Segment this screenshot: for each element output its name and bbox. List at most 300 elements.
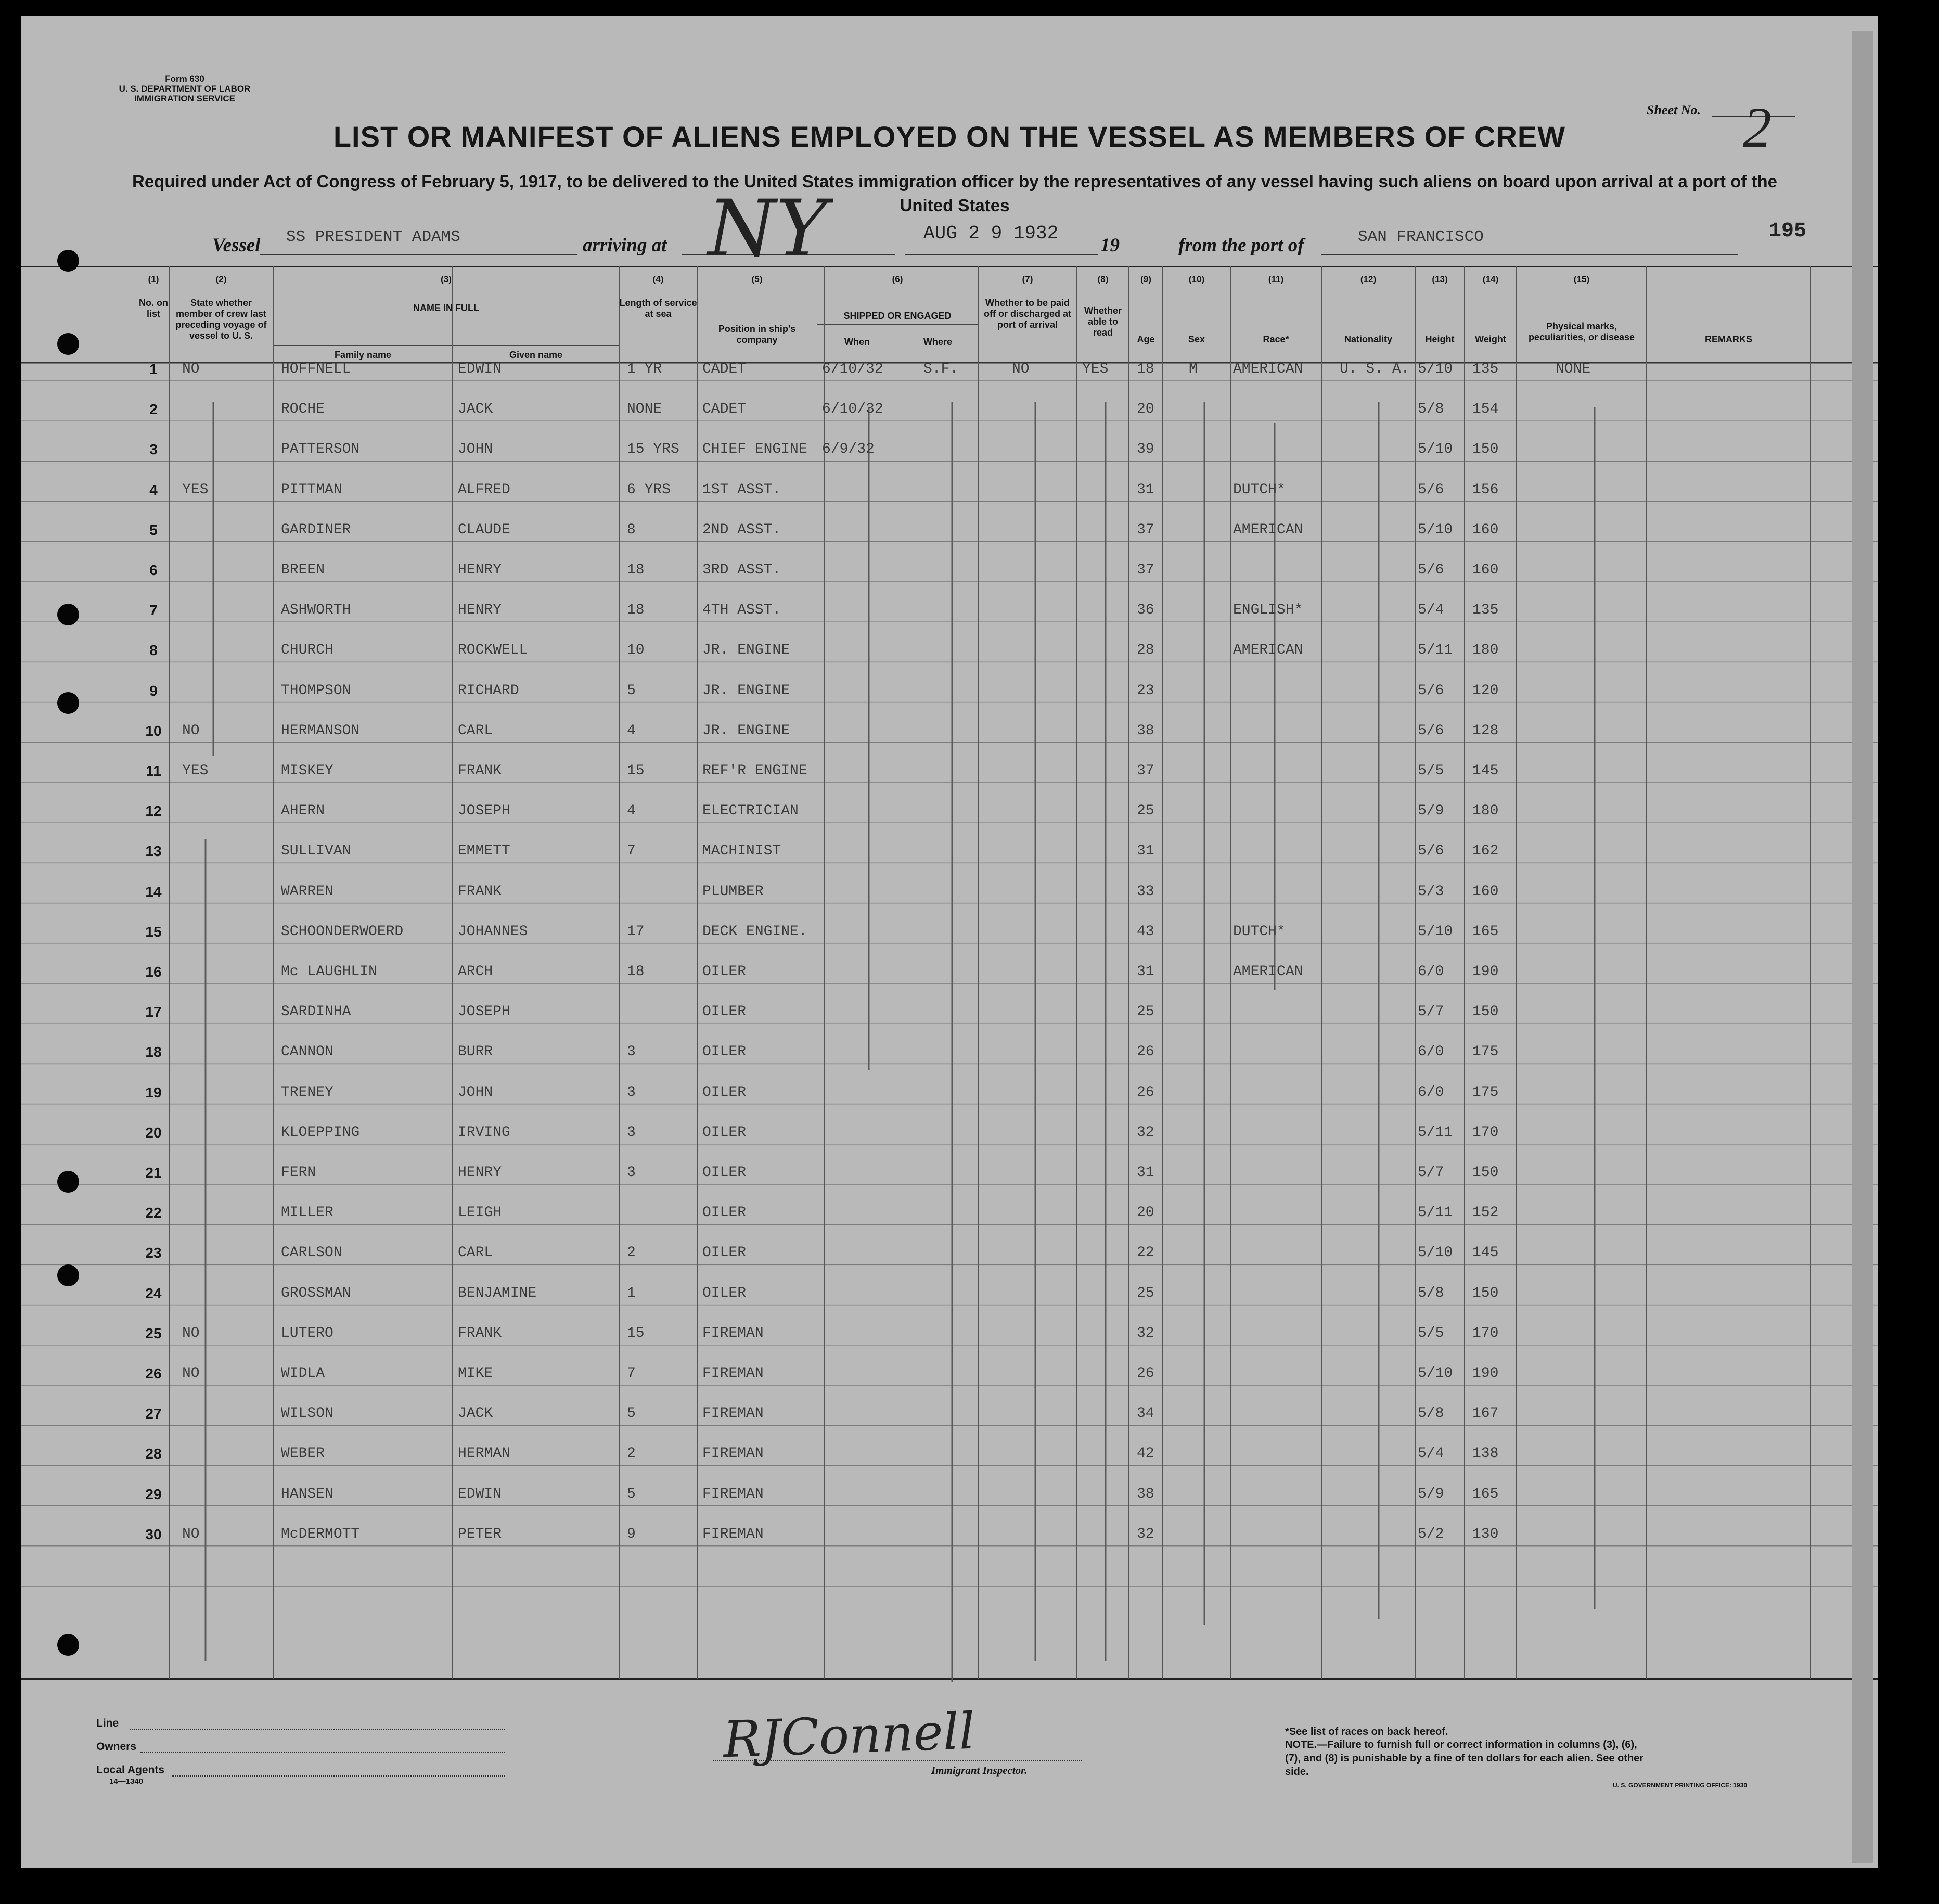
header-remarks: REMARKS <box>1704 334 1752 344</box>
age-cell: 25 <box>1137 803 1154 820</box>
owners-label: Owners <box>96 1741 137 1753</box>
height-cell: 5/10 <box>1418 361 1453 377</box>
weight-cell: 170 <box>1472 1124 1499 1141</box>
age-cell: 38 <box>1137 722 1154 739</box>
row-number: 15 <box>145 923 162 940</box>
age-cell: 31 <box>1137 964 1154 980</box>
service-length-cell: NONE <box>627 401 662 418</box>
given-name-cell: EDWIN <box>458 361 502 377</box>
service-length-cell: 5 <box>627 682 636 699</box>
height-cell: 5/10 <box>1418 923 1453 940</box>
paid-off-cell: NO <box>1012 361 1030 377</box>
header-family-name: Family name <box>334 350 392 360</box>
column-number: (6) <box>892 274 903 284</box>
weight-cell: 180 <box>1472 803 1499 820</box>
position-cell: DECK ENGINE. <box>702 923 807 940</box>
position-cell: FIREMAN <box>702 1446 764 1462</box>
weight-cell: 150 <box>1472 441 1499 458</box>
previous-voyage-cell: NO <box>182 361 200 377</box>
position-cell: JR. ENGINE <box>702 722 790 739</box>
family-name-cell: SULLIVAN <box>281 843 351 860</box>
given-name-cell: CARL <box>458 722 493 739</box>
family-name-cell: SARDINHA <box>281 1004 351 1020</box>
weight-cell: 180 <box>1472 642 1499 659</box>
age-cell: 28 <box>1137 642 1154 659</box>
weight-cell: 128 <box>1472 722 1499 739</box>
given-name-cell: ROCKWELL <box>458 642 528 659</box>
position-cell: FIREMAN <box>702 1365 764 1382</box>
age-cell: 32 <box>1137 1124 1154 1141</box>
position-cell: CHIEF ENGINE <box>702 441 807 458</box>
weight-cell: 150 <box>1472 1165 1499 1181</box>
manifest-subtitle: Required under Act of Congress of February 5, 1917, to be delivered to the United States immigration officer by the representatives of any vessel having such aliens on board upon arrival at a port of the United States <box>132 172 1777 215</box>
age-cell: 26 <box>1137 1044 1154 1060</box>
height-cell: 6/0 <box>1418 1084 1444 1101</box>
family-name-cell: THOMPSON <box>281 682 351 699</box>
age-cell: 20 <box>1137 401 1154 418</box>
position-cell: FIREMAN <box>702 1405 764 1422</box>
race-cell: AMERICAN <box>1233 642 1303 659</box>
manifest-page <box>21 16 1878 1868</box>
row-number: 3 <box>149 441 158 458</box>
position-cell: 3RD ASST. <box>702 562 781 578</box>
position-cell: CADET <box>702 401 747 418</box>
position-cell: JR. ENGINE <box>702 682 790 699</box>
header-able-to-read: Whether able to read <box>1084 305 1122 338</box>
crew-table <box>21 266 1878 1682</box>
height-cell: 5/11 <box>1418 1205 1453 1221</box>
weight-cell: 190 <box>1472 964 1499 980</box>
family-name-cell: GARDINER <box>281 521 351 538</box>
service-length-cell: 15 <box>627 1325 645 1341</box>
department-name: U. S. DEPARTMENT OF LABOR <box>119 84 251 94</box>
weight-cell: 162 <box>1472 843 1499 860</box>
header-race: Race* <box>1263 334 1289 344</box>
form-number: Form 630 <box>165 74 204 84</box>
weight-cell: 145 <box>1472 1245 1499 1261</box>
weight-cell: 160 <box>1472 562 1499 578</box>
row-number: 27 <box>145 1405 162 1422</box>
position-cell: MACHINIST <box>702 843 781 860</box>
row-number: 30 <box>145 1526 162 1542</box>
weight-cell: 138 <box>1472 1446 1499 1462</box>
service-length-cell: 15 YRS <box>627 441 679 458</box>
given-name-cell: JACK <box>458 1405 493 1422</box>
age-cell: 26 <box>1137 1365 1154 1382</box>
position-cell: OILER <box>702 1285 747 1301</box>
age-cell: 31 <box>1137 1165 1154 1181</box>
service-length-cell: 17 <box>627 923 645 940</box>
vessel-name: SS PRESIDENT ADAMS <box>286 228 460 246</box>
row-number: 16 <box>145 964 162 980</box>
given-name-cell: BURR <box>458 1044 493 1060</box>
age-cell: 43 <box>1137 923 1154 940</box>
shipped-when-cell: 6/10/32 <box>822 361 883 377</box>
row-number: 19 <box>145 1084 162 1101</box>
form-meta <box>109 74 260 104</box>
row-number: 13 <box>145 843 162 860</box>
given-name-cell: ARCH <box>458 964 493 980</box>
row-number: 29 <box>145 1486 162 1502</box>
age-cell: 23 <box>1137 682 1154 699</box>
given-name-cell: FRANK <box>458 883 502 900</box>
service-name: IMMIGRATION SERVICE <box>134 94 235 104</box>
weight-cell: 160 <box>1472 883 1499 900</box>
given-name-cell: FRANK <box>458 763 502 779</box>
shipped-when-cell: 6/9/32 <box>822 441 875 458</box>
height-cell: 5/8 <box>1418 1405 1444 1422</box>
row-number: 20 <box>145 1124 162 1141</box>
row-number: 26 <box>145 1365 162 1382</box>
given-name-cell: JOSEPH <box>458 803 510 820</box>
family-name-cell: WEBER <box>281 1446 325 1462</box>
date-stamp: AUG 2 9 1932 <box>923 223 1059 244</box>
family-name-cell: HANSEN <box>281 1486 333 1502</box>
header-age: Age <box>1137 334 1155 344</box>
race-cell: AMERICAN <box>1233 361 1303 377</box>
position-cell: CADET <box>702 361 747 377</box>
weight-cell: 135 <box>1472 602 1499 619</box>
position-cell: FIREMAN <box>702 1325 764 1341</box>
given-name-cell: JOHN <box>458 441 493 458</box>
family-name-cell: GROSSMAN <box>281 1285 351 1301</box>
given-name-cell: CLAUDE <box>458 521 510 538</box>
given-name-cell: ALFRED <box>458 481 510 498</box>
given-name-cell: MIKE <box>458 1365 493 1382</box>
race-cell: DUTCH* <box>1233 923 1286 940</box>
column-number: (13) <box>1432 274 1448 284</box>
height-cell: 5/11 <box>1418 1124 1453 1141</box>
binder-hole <box>57 604 79 625</box>
row-number: 24 <box>145 1285 162 1301</box>
column-number: (4) <box>652 274 664 284</box>
previous-voyage-cell: NO <box>182 1365 200 1382</box>
previous-voyage-cell: NO <box>182 1325 200 1341</box>
vessel-label: Vessel <box>212 235 261 256</box>
row-number: 14 <box>145 883 162 900</box>
column-number: (3) <box>441 274 452 284</box>
given-name-cell: JOHANNES <box>458 923 528 940</box>
age-cell: 34 <box>1137 1405 1154 1422</box>
service-length-cell: 3 <box>627 1165 636 1181</box>
column-number: (5) <box>751 274 763 284</box>
given-name-cell: HERMAN <box>458 1446 510 1462</box>
family-name-cell: CHURCH <box>281 642 333 659</box>
row-number: 7 <box>149 602 158 619</box>
printer-imprint: U. S. GOVERNMENT PRINTING OFFICE: 1930 <box>1613 1782 1748 1789</box>
position-cell: JR. ENGINE <box>702 642 790 659</box>
service-length-cell: 8 <box>627 521 636 538</box>
inspector-underline <box>713 1760 1082 1761</box>
sheet-number: 2 <box>1743 96 1771 159</box>
family-name-cell: PITTMAN <box>281 481 342 498</box>
binder-hole <box>57 1634 79 1656</box>
age-cell: 20 <box>1137 1205 1154 1221</box>
family-name-cell: CANNON <box>281 1044 333 1060</box>
service-length-cell: 3 <box>627 1124 636 1141</box>
arriving-label: arriving at <box>583 235 667 256</box>
penalty-note: NOTE.—Failure to furnish full or correct information in columns (3), (6), (7), and (8) is punishable by a fine of ten dollars for each alien. See other side. <box>1285 1739 1644 1778</box>
physical-marks-cell: NONE <box>1556 361 1591 377</box>
header-height: Height <box>1425 334 1455 344</box>
race-cell: DUTCH* <box>1233 481 1286 498</box>
previous-voyage-cell: YES <box>182 481 209 498</box>
height-cell: 5/6 <box>1418 562 1444 578</box>
binder-hole <box>57 250 79 272</box>
service-length-cell: 9 <box>627 1526 636 1542</box>
column-number: (2) <box>215 274 227 284</box>
service-length-cell: 4 <box>627 803 636 820</box>
shipped-where-cell: S.F. <box>923 361 959 377</box>
header-shipped-where: Where <box>923 337 952 347</box>
service-length-cell: 2 <box>627 1245 636 1261</box>
row-number: 11 <box>146 763 161 779</box>
owners-underline <box>140 1752 505 1753</box>
weight-cell: 170 <box>1472 1325 1499 1341</box>
vessel-underline <box>260 254 577 255</box>
previous-voyage-cell: YES <box>182 763 209 779</box>
height-cell: 5/10 <box>1418 441 1453 458</box>
header-shipped-when: When <box>844 337 870 347</box>
weight-cell: 152 <box>1472 1205 1499 1221</box>
sex-cell: M <box>1189 361 1198 377</box>
height-cell: 5/9 <box>1418 803 1444 820</box>
family-name-cell: MISKEY <box>281 763 333 779</box>
position-cell: FIREMAN <box>702 1486 764 1502</box>
height-cell: 5/10 <box>1418 1365 1453 1382</box>
position-cell: OILER <box>702 964 747 980</box>
header-given-name: Given name <box>509 350 563 360</box>
family-name-cell: ROCHE <box>281 401 325 418</box>
position-cell: OILER <box>702 1205 747 1221</box>
age-cell: 18 <box>1137 361 1154 377</box>
family-name-cell: HERMANSON <box>281 722 360 739</box>
header-length-of-service: Length of service at sea <box>619 298 697 319</box>
family-name-cell: WARREN <box>281 883 333 900</box>
given-name-cell: FRANK <box>458 1325 502 1341</box>
position-cell: OILER <box>702 1245 747 1261</box>
header-nationality: Nationality <box>1344 334 1392 344</box>
row-number: 18 <box>145 1044 162 1060</box>
weight-cell: 135 <box>1472 361 1499 377</box>
column-number: (11) <box>1268 274 1284 284</box>
row-number: 22 <box>145 1205 162 1221</box>
race-cell: ENGLISH* <box>1233 602 1303 619</box>
header-list-number: No. on list <box>139 298 168 319</box>
service-length-cell: 7 <box>627 843 636 860</box>
position-cell: FIREMAN <box>702 1526 764 1542</box>
height-cell: 5/8 <box>1418 1285 1444 1301</box>
weight-cell: 120 <box>1472 682 1499 699</box>
service-length-cell: 18 <box>627 964 645 980</box>
column-number: (12) <box>1360 274 1377 284</box>
service-length-cell: 15 <box>627 763 645 779</box>
family-name-cell: Mc LAUGHLIN <box>281 964 377 980</box>
position-cell: PLUMBER <box>702 883 764 900</box>
inspector-signature: RJConnell <box>722 1702 976 1769</box>
service-length-cell: 1 <box>627 1285 636 1301</box>
binder-hole <box>57 1171 79 1193</box>
weight-cell: 175 <box>1472 1084 1499 1101</box>
age-cell: 22 <box>1137 1245 1154 1261</box>
service-length-cell: 4 <box>627 722 636 739</box>
service-length-cell: 2 <box>627 1446 636 1462</box>
height-cell: 5/6 <box>1418 682 1444 699</box>
given-name-cell: JACK <box>458 401 493 418</box>
weight-cell: 165 <box>1472 1486 1499 1502</box>
given-name-cell: HENRY <box>458 1165 502 1181</box>
header-sex: Sex <box>1188 334 1205 344</box>
height-cell: 5/6 <box>1418 843 1444 860</box>
height-cell: 5/2 <box>1418 1526 1444 1542</box>
service-length-cell: 1 YR <box>627 361 662 377</box>
from-port-underline <box>1321 254 1738 255</box>
given-name-cell: LEIGH <box>458 1205 502 1221</box>
family-name-cell: BREEN <box>281 562 325 578</box>
age-cell: 31 <box>1137 481 1154 498</box>
previous-voyage-cell: NO <box>182 1526 200 1542</box>
age-cell: 31 <box>1137 843 1154 860</box>
age-cell: 26 <box>1137 1084 1154 1101</box>
column-number: (14) <box>1482 274 1499 284</box>
age-cell: 39 <box>1137 441 1154 458</box>
position-cell: OILER <box>702 1084 747 1101</box>
binder-hole <box>57 1264 79 1286</box>
family-name-cell: MILLER <box>281 1205 333 1221</box>
agents-underline <box>172 1775 505 1777</box>
races-note: *See list of races on back hereof. <box>1285 1726 1448 1737</box>
family-name-cell: McDERMOTT <box>281 1526 360 1542</box>
from-port-label: from the port of <box>1178 235 1304 256</box>
row-number: 10 <box>145 722 162 739</box>
header-name-in-full: NAME IN FULL <box>413 303 479 313</box>
age-cell: 38 <box>1137 1486 1154 1502</box>
sheet-label: Sheet No. <box>1647 103 1701 118</box>
able-to-read-cell: YES <box>1082 361 1109 377</box>
weight-cell: 156 <box>1472 481 1499 498</box>
column-number: (15) <box>1573 274 1590 284</box>
weight-cell: 167 <box>1472 1405 1499 1422</box>
family-name-cell: PATTERSON <box>281 441 360 458</box>
position-cell: 2ND ASST. <box>702 521 781 538</box>
height-cell: 5/9 <box>1418 1486 1444 1502</box>
nationality-cell: U. S. A. <box>1340 361 1410 377</box>
previous-voyage-cell: NO <box>182 722 200 739</box>
row-number: 25 <box>145 1325 162 1341</box>
height-cell: 5/8 <box>1418 401 1444 418</box>
height-cell: 5/7 <box>1418 1165 1444 1181</box>
from-port: SAN FRANCISCO <box>1358 228 1484 246</box>
height-cell: 6/0 <box>1418 1044 1444 1060</box>
age-cell: 33 <box>1137 883 1154 900</box>
family-name-cell: HOFFNELL <box>281 361 351 377</box>
given-name-cell: IRVING <box>458 1124 510 1141</box>
weight-cell: 190 <box>1472 1365 1499 1382</box>
family-name-cell: SCHOONDERWOERD <box>281 923 404 940</box>
age-cell: 25 <box>1137 1285 1154 1301</box>
height-cell: 5/4 <box>1418 602 1444 619</box>
position-cell: 4TH ASST. <box>702 602 781 619</box>
row-number: 28 <box>145 1446 162 1462</box>
row-number: 6 <box>149 562 158 578</box>
row-number: 17 <box>145 1004 162 1020</box>
given-name-cell: BENJAMINE <box>458 1285 537 1301</box>
service-length-cell: 10 <box>627 642 645 659</box>
given-name-cell: HENRY <box>458 562 502 578</box>
binder-hole <box>57 692 79 714</box>
height-cell: 5/5 <box>1418 763 1444 779</box>
age-cell: 37 <box>1137 763 1154 779</box>
line-label: Line <box>96 1717 119 1729</box>
position-cell: OILER <box>702 1124 747 1141</box>
height-cell: 5/10 <box>1418 1245 1453 1261</box>
page-number: 195 <box>1769 220 1807 243</box>
family-name-cell: WILSON <box>281 1405 333 1422</box>
column-number: (10) <box>1188 274 1205 284</box>
given-name-cell: HENRY <box>458 602 502 619</box>
family-name-cell: AHERN <box>281 803 325 820</box>
height-cell: 5/6 <box>1418 722 1444 739</box>
height-cell: 5/10 <box>1418 521 1453 538</box>
given-name-cell: EDWIN <box>458 1486 502 1502</box>
header-previous-voyage: State whether member of crew last preceding voyage of vessel to U. S. <box>175 298 267 341</box>
family-name-cell: KLOEPPING <box>281 1124 360 1141</box>
service-length-cell: 18 <box>627 562 645 578</box>
weight-cell: 145 <box>1472 763 1499 779</box>
column-number: (8) <box>1097 274 1109 284</box>
weight-cell: 150 <box>1472 1004 1499 1020</box>
weight-cell: 130 <box>1472 1526 1499 1542</box>
given-name-cell: JOSEPH <box>458 1004 510 1020</box>
service-length-cell: 18 <box>627 602 645 619</box>
row-number: 12 <box>145 803 162 820</box>
row-number: 8 <box>149 642 158 659</box>
header-weight: Weight <box>1475 334 1506 344</box>
age-cell: 32 <box>1137 1526 1154 1542</box>
height-cell: 6/0 <box>1418 964 1444 980</box>
header-physical-marks: Physical marks, peculiarities, or disease <box>1528 321 1635 342</box>
line-underline <box>130 1729 505 1730</box>
family-name-cell: WIDLA <box>281 1365 325 1382</box>
weight-cell: 150 <box>1472 1285 1499 1301</box>
age-cell: 37 <box>1137 521 1154 538</box>
local-agents-label: Local Agents <box>96 1764 165 1776</box>
given-name-cell: CARL <box>458 1245 493 1261</box>
race-cell: AMERICAN <box>1233 521 1303 538</box>
service-length-cell: 3 <box>627 1084 636 1101</box>
family-name-cell: FERN <box>281 1165 316 1181</box>
row-number: 1 <box>149 361 158 377</box>
row-number: 4 <box>149 481 158 498</box>
service-length-cell: 3 <box>627 1044 636 1060</box>
manifest-title: LIST OR MANIFEST OF ALIENS EMPLOYED ON THE VESSEL AS MEMBERS OF CREW <box>333 120 1566 153</box>
given-name-cell: EMMETT <box>458 843 510 860</box>
given-name-cell: PETER <box>458 1526 502 1542</box>
form-code: 14—1340 <box>109 1777 144 1786</box>
height-cell: 5/3 <box>1418 883 1444 900</box>
family-name-cell: CARLSON <box>281 1245 342 1261</box>
service-length-cell: 7 <box>627 1365 636 1382</box>
row-number: 9 <box>149 682 158 699</box>
age-cell: 42 <box>1137 1446 1154 1462</box>
service-length-cell: 5 <box>627 1405 636 1422</box>
weight-cell: 160 <box>1472 521 1499 538</box>
position-cell: ELECTRICIAN <box>702 803 799 820</box>
position-cell: OILER <box>702 1165 747 1181</box>
row-number: 23 <box>145 1245 162 1261</box>
date-underline <box>905 254 1098 255</box>
height-cell: 5/7 <box>1418 1004 1444 1020</box>
